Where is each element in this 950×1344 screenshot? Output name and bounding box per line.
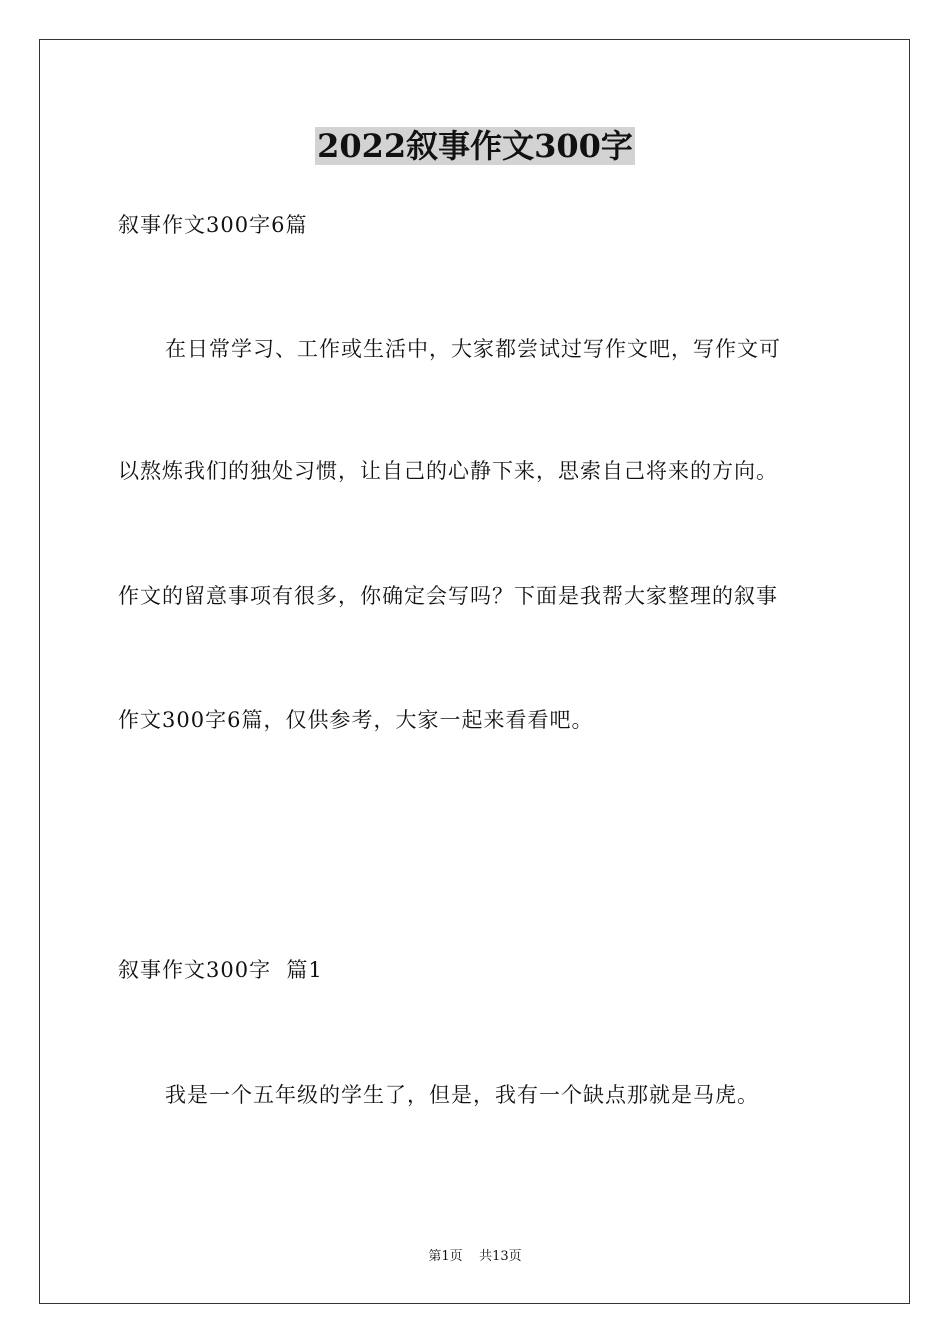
intro-line-3: 作文的留意事项有很多，你确定会写吗？下面是我帮大家整理的叙事 <box>118 584 778 608</box>
section-heading: 叙事作文300字 篇1 <box>118 958 323 982</box>
page-footer <box>0 1248 950 1266</box>
page-number: 第1页 共13页 <box>428 1249 522 1264</box>
intro-line-2: 以熬炼我们的独处习惯，让自己的心静下来，思索自己将来的方向。 <box>118 459 778 483</box>
section-paragraph-line: 我是一个五年级的学生了，但是，我有一个缺点那就是马虎。 <box>165 1083 759 1107</box>
intro-line-4: 作文300字6篇，仅供参考，大家一起来看看吧。 <box>118 708 594 732</box>
intro-line-1: 在日常学习、工作或生活中，大家都尝试过写作文吧，写作文可 <box>165 337 781 361</box>
subtitle: 叙事作文300字6篇 <box>118 213 308 237</box>
document-title <box>0 124 950 168</box>
document-title-text: 2022叙事作文300字 <box>317 127 633 165</box>
